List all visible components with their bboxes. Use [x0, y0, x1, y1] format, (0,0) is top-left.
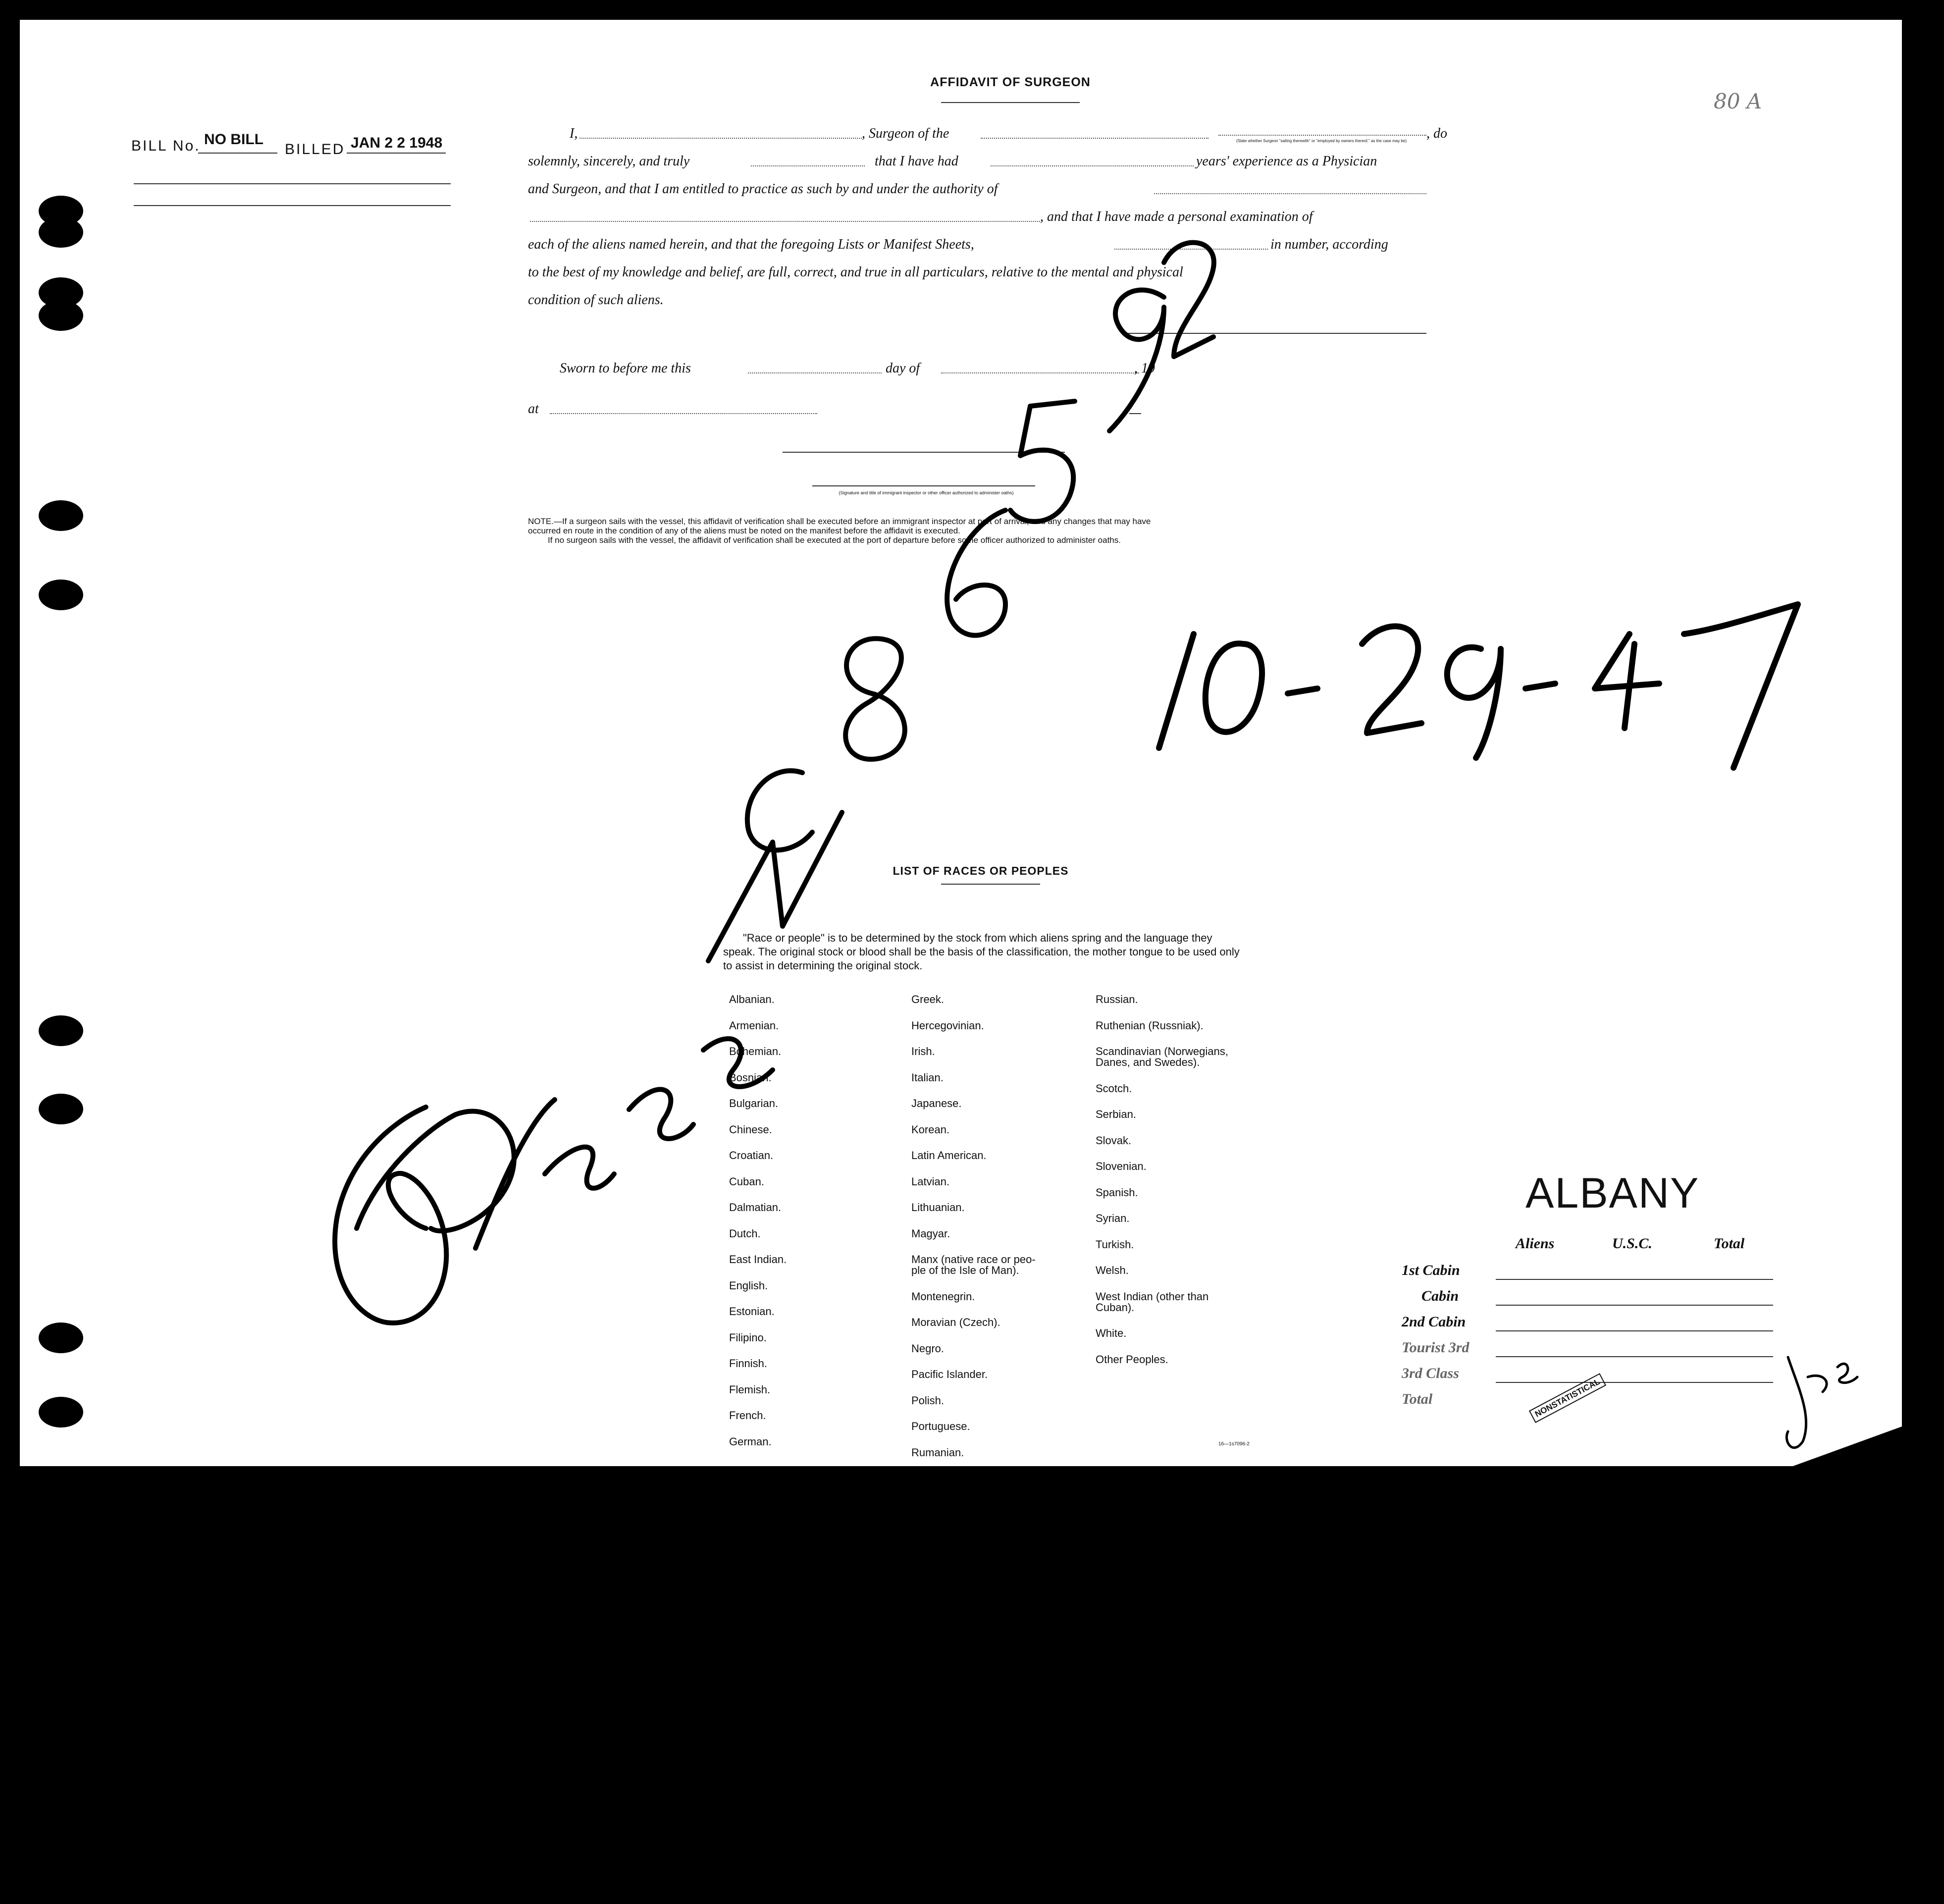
race-item: Pacific Islander.	[911, 1368, 988, 1380]
race-item: Hercegovinian.	[911, 1019, 984, 1032]
state-note: (State whether Surgeon "sailing therewith" or "employed by owners thereof," as the case may be)	[1236, 139, 1407, 143]
affidavit-text: Sworn to before me this	[560, 361, 691, 376]
affidavit-text: in number, according	[1270, 237, 1388, 252]
race-item: Latin American.	[911, 1149, 987, 1162]
bill-number-label: BILL No.	[131, 138, 201, 154]
stamp-row-label: Tourist 3rd	[1402, 1339, 1470, 1356]
race-item: Dalmatian.	[729, 1201, 782, 1214]
stamp-row-label: 2nd Cabin	[1402, 1314, 1466, 1330]
affidavit-title: AFFIDAVIT OF SURGEON	[930, 75, 1091, 89]
race-item: French.	[729, 1409, 766, 1422]
race-item: Slovak.	[1096, 1134, 1132, 1147]
race-item: Finnish.	[729, 1357, 768, 1370]
race-item: Chinese.	[729, 1123, 772, 1136]
stamp-header: U.S.C.	[1612, 1235, 1652, 1252]
affidavit-text: I,	[570, 126, 578, 141]
races-title: LIST OF RACES OR PEOPLES	[893, 864, 1069, 877]
affidavit-text: solemnly, sincerely, and truly	[528, 154, 690, 169]
billed-label: BILLED	[285, 141, 345, 158]
race-item: Other Peoples.	[1096, 1353, 1168, 1366]
race-item: Flemish.	[729, 1383, 771, 1396]
race-item: Russian.	[1096, 993, 1138, 1005]
race-item: Bosnian.	[729, 1071, 772, 1084]
affidavit-text: , 19	[1134, 361, 1155, 376]
signature-caption: (Signature and title of immigrant inspector or other officer authorized to administer oaths)	[839, 490, 1014, 495]
race-item: Bohemian.	[729, 1045, 782, 1058]
affidavit-note: occurred en route in the condition of any of the aliens must be noted on the manifest before the affidavit is executed.	[528, 526, 960, 535]
race-item: Turkish.	[1096, 1238, 1134, 1251]
handwritten-initials	[1788, 1357, 1789, 1358]
port-stamp: ALBANY	[1525, 1169, 1700, 1217]
race-item: Scotch.	[1096, 1082, 1132, 1095]
nonstatistical-stamp: NONSTATISTICAL	[1529, 1373, 1606, 1423]
race-item: Cuban.	[729, 1175, 764, 1188]
race-item: Bulgarian.	[729, 1097, 779, 1110]
affidavit-text: years' experience as a Physician	[1196, 154, 1377, 169]
race-item: Greek.	[911, 993, 945, 1005]
race-item: Irish.	[911, 1045, 935, 1058]
race-item: Syrian.	[1096, 1212, 1130, 1224]
race-item: Spanish.	[1096, 1186, 1138, 1199]
race-item: Serbian.	[1096, 1108, 1136, 1120]
race-item: White.	[1096, 1327, 1127, 1339]
race-item: Italian.	[911, 1071, 944, 1084]
billed-date: JAN 2 2 1948	[351, 135, 443, 151]
form-number: 16—1s7096-2	[1218, 1441, 1250, 1447]
race-item: Polish.	[911, 1394, 945, 1407]
bill-number-value: NO BILL	[204, 131, 263, 148]
race-item: West Indian (other than Cuban).	[1096, 1290, 1209, 1314]
stamp-row-label: 3rd Class	[1402, 1365, 1459, 1381]
affidavit-text: that I have had	[875, 154, 958, 169]
race-item: Welsh.	[1096, 1264, 1129, 1276]
affidavit-text: each of the aliens named herein, and that the foregoing Lists or Manifest Sheets,	[528, 237, 974, 252]
page-corner	[1793, 1427, 1902, 1466]
stamp-row-label: 1st Cabin	[1402, 1262, 1460, 1278]
affidavit-text: to the best of my knowledge and belief, are full, correct, and true in all particulars, relative to the mental and physical	[528, 264, 1183, 280]
top-right-note: 80 A	[1714, 89, 1762, 113]
race-item: Dutch.	[729, 1227, 761, 1240]
race-item: Filipino.	[729, 1331, 767, 1344]
stamp-row-label: Cabin	[1421, 1288, 1459, 1304]
race-item: German.	[729, 1435, 772, 1448]
affidavit-text: and Surgeon, and that I am entitled to practice as such by and under the authority of	[528, 181, 998, 197]
race-item: Albanian.	[729, 993, 775, 1005]
race-item: English.	[729, 1279, 768, 1292]
handwriting-overlay	[20, 20, 1902, 1466]
race-item: Montenegrin.	[911, 1290, 975, 1303]
stamp-header: Aliens	[1516, 1235, 1555, 1252]
race-item: East Indian.	[729, 1253, 787, 1266]
affidavit-text: , and that I have made a personal examination of	[1040, 209, 1313, 224]
races-intro: "Race or people" is to be determined by the stock from which aliens spring and the language they speak. The original stock or blood shall be the basis of the classification, the mother tongue to be used only to assist in determining the original stock.	[723, 932, 1240, 972]
race-item: Portuguese.	[911, 1420, 970, 1432]
race-item: Korean.	[911, 1123, 950, 1136]
race-item: Slovenian.	[1096, 1160, 1147, 1172]
stamp-row-label: Total	[1402, 1391, 1433, 1407]
race-item: Croatian.	[729, 1149, 774, 1162]
race-item: Armenian.	[729, 1019, 779, 1032]
affidavit-text: , Surgeon of the	[862, 126, 949, 141]
race-item: Magyar.	[911, 1227, 950, 1240]
stamp-header: Total	[1714, 1235, 1745, 1252]
race-item: Manx (native race or peo- ple of the Isle of Man).	[911, 1253, 1036, 1276]
race-item: Scandinavian (Norwegians, Danes, and Swedes).	[1096, 1045, 1228, 1068]
document-page	[20, 20, 1902, 1466]
affidavit-note: NOTE.—If a surgeon sails with the vessel, this affidavit of verification shall be executed before an immigrant inspector at port of arrival, and any changes that may have	[528, 517, 1151, 526]
race-item: Rumanian.	[911, 1446, 964, 1459]
race-item: Latvian.	[911, 1175, 950, 1188]
race-item: Japanese.	[911, 1097, 962, 1110]
race-item: Ruthenian (Russniak).	[1096, 1019, 1204, 1032]
race-item: Negro.	[911, 1342, 945, 1355]
affidavit-text: condition of such aliens.	[528, 292, 664, 308]
affidavit-text: at	[528, 401, 539, 417]
race-item: Moravian (Czech).	[911, 1316, 1000, 1328]
affidavit-note: If no surgeon sails with the vessel, the affidavit of verification shall be executed at the port of departure before some officer authorized to administer oaths.	[548, 535, 1121, 545]
handwritten-date	[1159, 604, 1161, 605]
affidavit-text: , do	[1426, 126, 1447, 141]
affidavit-text: day of	[886, 361, 920, 376]
race-item: Lithuanian.	[911, 1201, 965, 1214]
race-item: Estonian.	[729, 1305, 775, 1318]
